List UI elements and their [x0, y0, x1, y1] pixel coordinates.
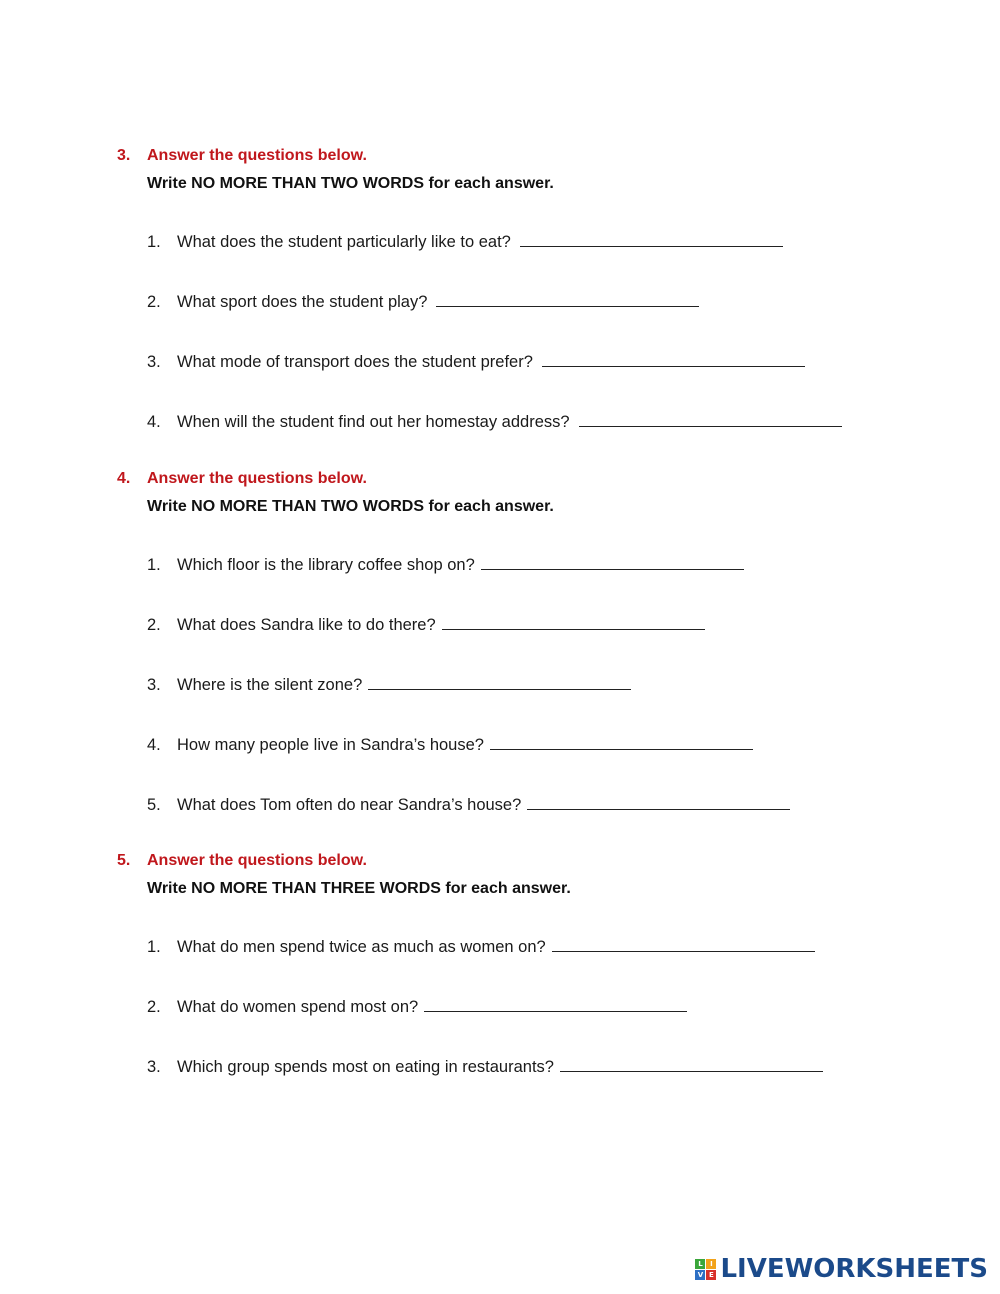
section-header — [117, 470, 977, 515]
answer-blank[interactable] — [490, 734, 753, 750]
answer-blank[interactable] — [552, 936, 815, 952]
logo-text: LIVEWORKSHEETS — [720, 1254, 988, 1284]
question-item — [147, 734, 753, 755]
question-text: How many people live in Sandra’s house? — [177, 736, 484, 754]
question-number: 3. — [147, 676, 161, 694]
question-item — [147, 794, 790, 815]
question-item — [147, 554, 744, 575]
question-number: 2. — [147, 616, 161, 634]
section-number: 3. — [117, 147, 131, 164]
question-number: 4. — [147, 736, 161, 754]
question-number: 1. — [147, 556, 161, 574]
answer-blank[interactable] — [520, 231, 783, 247]
question-item — [147, 231, 783, 252]
section-header — [117, 147, 977, 192]
logo-mark-letter: V — [695, 1270, 705, 1280]
question-number: 4. — [147, 413, 161, 431]
section-3 — [117, 147, 977, 431]
question-item — [147, 351, 805, 372]
answer-blank[interactable] — [424, 996, 687, 1012]
question-item — [147, 291, 699, 312]
section-header — [117, 852, 977, 897]
question-number: 1. — [147, 938, 161, 956]
section-number: 5. — [117, 852, 131, 869]
logo-mark-letter: I — [706, 1259, 716, 1269]
question-text: When will the student find out her homestay address? — [177, 413, 570, 431]
section-instruction: Write NO MORE THAN TWO WORDS for each answer. — [147, 175, 554, 192]
question-text: Which floor is the library coffee shop on? — [177, 556, 475, 574]
answer-blank[interactable] — [481, 554, 744, 570]
question-item — [147, 1056, 823, 1077]
answer-blank[interactable] — [442, 614, 705, 630]
question-item — [147, 996, 687, 1017]
section-instruction: Write NO MORE THAN TWO WORDS for each answer. — [147, 498, 554, 515]
question-text: Where is the silent zone? — [177, 676, 363, 694]
question-text: What does Tom often do near Sandra’s house? — [177, 796, 522, 814]
answer-blank[interactable] — [368, 674, 631, 690]
section-title: Answer the questions below. — [147, 470, 367, 487]
question-number: 1. — [147, 233, 161, 251]
question-text: What does Sandra like to do there? — [177, 616, 436, 634]
section-title: Answer the questions below. — [147, 852, 367, 869]
logo-mark-letter: E — [706, 1270, 716, 1280]
question-number: 2. — [147, 998, 161, 1016]
answer-blank[interactable] — [560, 1056, 823, 1072]
section-instruction: Write NO MORE THAN THREE WORDS for each answer. — [147, 880, 571, 897]
section-title: Answer the questions below. — [147, 147, 367, 164]
question-text: What mode of transport does the student prefer? — [177, 353, 533, 371]
answer-blank[interactable] — [542, 351, 805, 367]
question-number: 5. — [147, 796, 161, 814]
answer-blank[interactable] — [527, 794, 790, 810]
answer-blank[interactable] — [436, 291, 699, 307]
question-text: What do men spend twice as much as women on? — [177, 938, 546, 956]
question-number: 3. — [147, 1058, 161, 1076]
question-item — [147, 614, 705, 635]
section-5 — [117, 852, 977, 1076]
liveworksheets-logo — [695, 1254, 988, 1284]
question-number: 3. — [147, 353, 161, 371]
question-item — [147, 936, 815, 957]
question-text: What sport does the student play? — [177, 293, 428, 311]
question-text: What do women spend most on? — [177, 998, 419, 1016]
question-item — [147, 674, 631, 695]
question-number: 2. — [147, 293, 161, 311]
section-number: 4. — [117, 470, 131, 487]
answer-blank[interactable] — [579, 411, 842, 427]
logo-mark-icon — [695, 1259, 716, 1280]
logo-mark-letter: L — [695, 1259, 705, 1269]
question-text: Which group spends most on eating in restaurants? — [177, 1058, 554, 1076]
section-4 — [117, 470, 977, 814]
question-item — [147, 411, 842, 432]
question-text: What does the student particularly like to eat? — [177, 233, 511, 251]
